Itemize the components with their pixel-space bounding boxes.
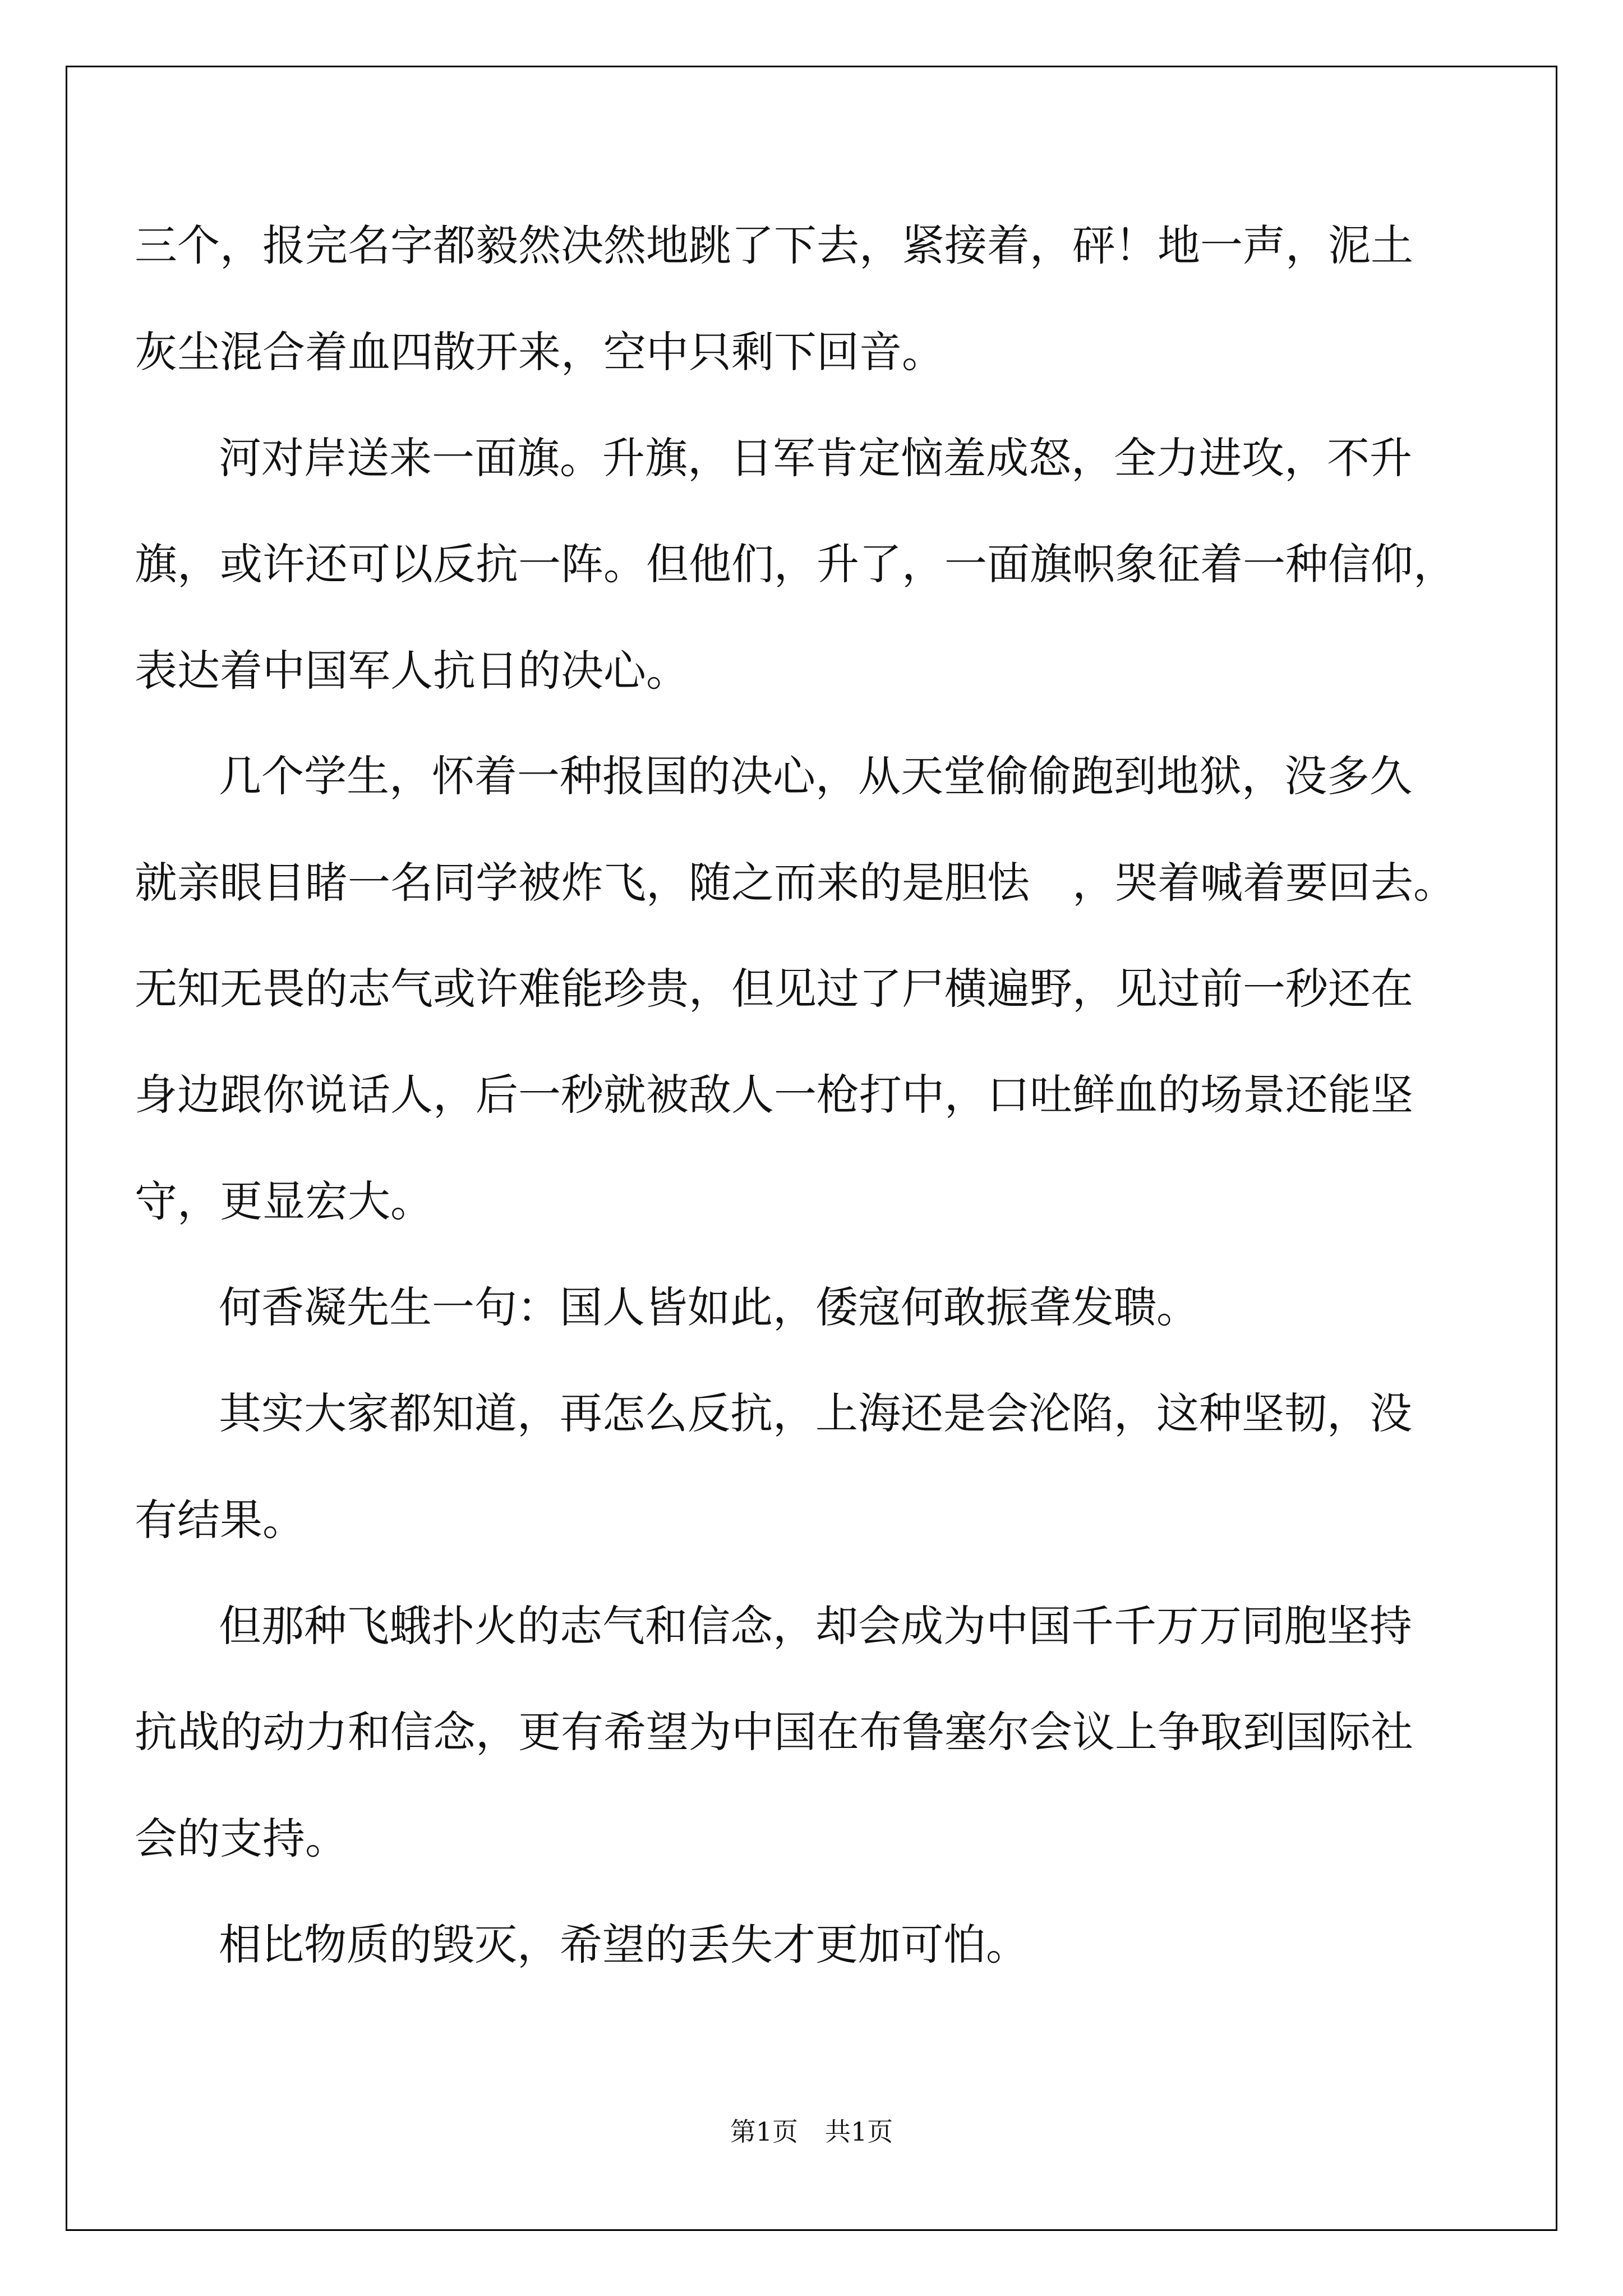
- text-line: 守，更显宏大。: [135, 1176, 433, 1226]
- paragraph-first-line: 何香凝先生一句：国人皆如此，倭寇何敢振聋发聩。: [219, 1282, 1199, 1332]
- text-line: 表达着中国军人抗日的决心。: [135, 646, 689, 696]
- text-line: 三个，报完名字都毅然决然地跳了下去，紧接着，砰！地一声，泥土: [135, 220, 1413, 270]
- paragraph-first-line: 几个学生，怀着一种报国的决心，从天堂偷偷跑到地狱，没多久: [219, 751, 1412, 801]
- text-line: 无知无畏的志气或许难能珍贵，但见过了尸横遍野，见过前一秒还在: [135, 964, 1413, 1014]
- paragraph-first-line: 但那种飞蛾扑火的志气和信念，却会成为中国千千万万同胞坚持: [219, 1601, 1412, 1651]
- paragraph-first-line: 河对岸送来一面旗。升旗，日军肯定恼羞成怒，全力进攻，不升: [219, 433, 1412, 483]
- text-line: 会的支持。: [135, 1814, 348, 1864]
- text-line: 就亲眼目睹一名同学被炸飞，随之而来的是胆怯 ，哭着喊着要回去。: [135, 858, 1456, 908]
- paragraph-first-line: 其实大家都知道，再怎么反抗，上海还是会沦陷，这种坚韧，没: [219, 1388, 1412, 1438]
- page-number-total: 共1页: [825, 2116, 893, 2147]
- text-line: 灰尘混合着血四散开来，空中只剩下回音。: [135, 327, 944, 377]
- page-border: [66, 66, 1557, 2231]
- page-footer: [0, 2115, 1623, 2148]
- paragraph-first-line: 相比物质的毁灭，希望的丢失才更加可怕。: [219, 1920, 1029, 1970]
- text-line: 身边跟你说话人，后一秒就被敌人一枪打中，口吐鲜血的场景还能坚: [135, 1070, 1413, 1120]
- text-line: 抗战的动力和信念，更有希望为中国在布鲁塞尔会议上争取到国际社: [135, 1707, 1413, 1757]
- text-line: 有结果。: [135, 1495, 305, 1545]
- text-line: 旗，或许还可以反抗一阵。但他们，升了，一面旗帜象征着一种信仰，: [135, 539, 1456, 589]
- page-number-current: 第1页: [730, 2116, 798, 2147]
